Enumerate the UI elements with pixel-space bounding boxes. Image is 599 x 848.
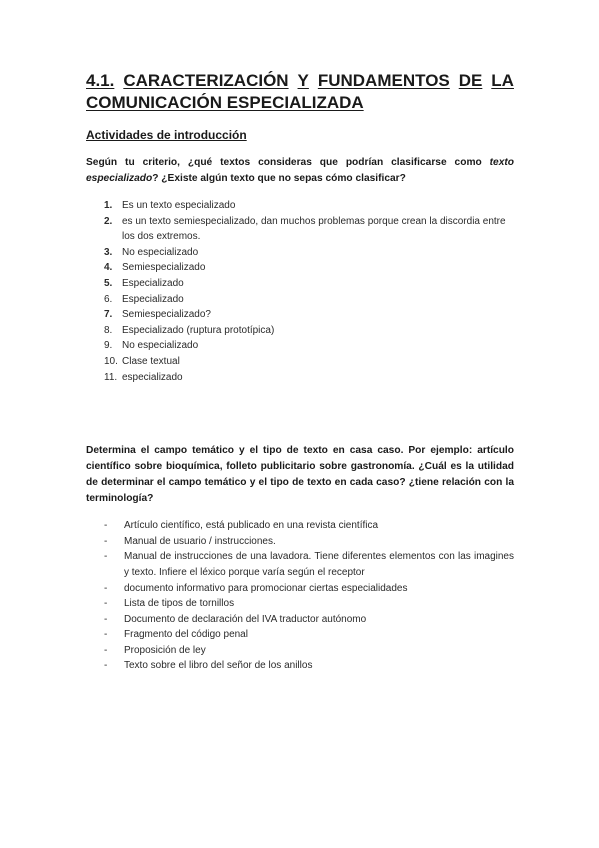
list-item-text: No especializado	[122, 246, 199, 258]
question-1	[86, 155, 514, 187]
dash-bullet: -	[104, 520, 108, 532]
list-item	[86, 245, 514, 261]
list-item	[86, 307, 514, 323]
list-item	[86, 323, 514, 339]
list-item	[86, 549, 514, 580]
dash-bullet: -	[104, 644, 108, 656]
list-item-text: Especializado	[122, 293, 184, 305]
list-item-number: 7.	[104, 309, 113, 321]
question-1-italic: texto especializado	[86, 157, 514, 184]
list-item-text: Semiespecializado?	[122, 309, 211, 321]
list-item-text: Especializado	[122, 277, 184, 289]
list-item-number: 11.	[104, 371, 118, 383]
list-item	[86, 658, 514, 674]
dash-bullet: -	[104, 551, 108, 563]
answers-2-list	[86, 518, 514, 674]
list-item-text: es un texto semiespecializado, dan muchos problemas porque crean la discordia entre los dos extremos.	[122, 215, 506, 243]
list-item	[86, 534, 514, 550]
list-item	[86, 370, 514, 386]
list-item	[86, 214, 514, 245]
list-item	[86, 338, 514, 354]
list-item-number: 2.	[104, 215, 113, 227]
title-line-2: COMUNICACIÓN ESPECIALIZADA	[86, 93, 364, 112]
dash-bullet: -	[104, 613, 108, 625]
list-item-text: Texto sobre el libro del señor de los anillos	[124, 660, 313, 672]
title-word: DE	[458, 71, 483, 90]
title-line-1	[86, 70, 514, 92]
question-2: Determina el campo temático y el tipo de texto en casa caso. Por ejemplo: artículo científico sobre bioquímica, folleto publicitario sobre gastronomía. ¿Cuál es la utilidad de determinar el campo temático y el tipo de texto en cada caso? ¿tiene relación con la terminología?	[86, 445, 514, 505]
list-item	[86, 276, 514, 292]
list-item-number: 3.	[104, 246, 113, 258]
activities-subtitle: Actividades de introducción	[86, 128, 247, 142]
list-item	[86, 596, 514, 612]
list-item	[86, 627, 514, 643]
list-item-text: Manual de usuario / instrucciones.	[124, 535, 276, 547]
list-item-text: Artículo científico, está publicado en una revista científica	[124, 520, 379, 532]
list-item-text: documento informativo para promocionar ciertas especialidades	[124, 582, 408, 594]
list-item-number: 5.	[104, 277, 113, 289]
dash-bullet: -	[104, 629, 108, 641]
list-item-text: No especializado	[122, 340, 199, 352]
title-word: FUNDAMENTOS	[317, 71, 450, 90]
list-item-number: 1.	[104, 200, 113, 211]
list-item-number: 8.	[104, 324, 113, 336]
title-word: Y	[297, 71, 309, 90]
list-item-number: 6.	[104, 293, 113, 305]
list-item-text: especializado	[122, 371, 183, 383]
list-item	[86, 612, 514, 628]
document-content	[86, 70, 514, 674]
answers-1-list	[86, 198, 514, 385]
list-item-number: 9.	[104, 340, 113, 352]
section-title	[86, 70, 514, 114]
title-word: LA	[491, 71, 514, 90]
dash-bullet: -	[104, 660, 108, 672]
list-item	[86, 292, 514, 308]
list-item	[86, 198, 514, 214]
list-item-text: Lista de tipos de tornillos	[124, 598, 235, 610]
dash-bullet: -	[104, 535, 108, 547]
dash-bullet: -	[104, 598, 108, 610]
list-item-text: Proposición de ley	[124, 644, 206, 656]
list-item	[86, 581, 514, 597]
list-item-text: Semiespecializado	[122, 262, 206, 274]
list-item-text: Documento de declaración del IVA traductor autónomo	[124, 613, 367, 625]
list-item-number: 4.	[104, 262, 113, 274]
list-item-text: Es un texto especializado	[122, 200, 236, 211]
list-item-text: Especializado (ruptura prototípica)	[122, 324, 275, 336]
question-1-part-1: Según tu criterio, ¿qué textos consideras que podrían clasificarse como	[86, 157, 490, 168]
title-word: 4.1.	[86, 71, 115, 90]
list-item	[86, 643, 514, 659]
list-item-text: Clase textual	[122, 355, 180, 367]
list-item	[86, 518, 514, 534]
dash-bullet: -	[104, 582, 108, 594]
list-item-text: Fragmento del código penal	[124, 629, 248, 641]
list-item-number: 10.	[104, 355, 118, 367]
title-word: CARACTERIZACIÓN	[123, 71, 289, 90]
list-item	[86, 260, 514, 276]
list-item	[86, 354, 514, 370]
list-item-text: Manual de instrucciones de una lavadora. Tiene diferentes elementos con las imagines y texto. Infiere el léxico porque varía según el receptor	[124, 551, 514, 578]
question-1-part-2: ? ¿Existe algún texto que no sepas cómo clasificar?	[152, 173, 406, 184]
